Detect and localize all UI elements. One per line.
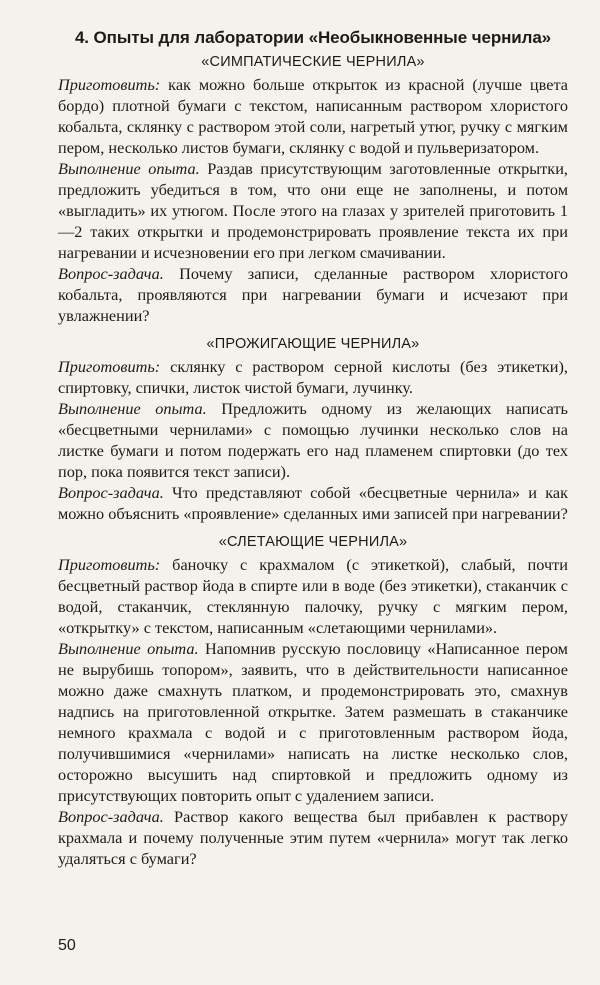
paragraph-text: Раздав присутствующим заготовленные открытки, предложить убедиться в том, что они еще не заполнены, и потом «выгладить» их утюгом. После этого на глазах у зрителей приготовить 1—2 таких открытки и продемонстрировать проявление текста их при нагревании и исчезновении его при легком смачивании. [58, 159, 568, 262]
paragraph-question [58, 263, 568, 326]
paragraph-text: как можно больше открыток из красной (лучше цвета бордо) плотной бумаги с текстом, написанным раствором хлористого кобальта, склянку с раствором этой соли, нагретый утюг, ручку с мягким пером, несколько листов бумаги, склянку с водой и пульверизатором. [58, 75, 568, 157]
paragraph-text: Напомнив русскую пословицу «Написанное пером не вырубишь топором», заявить, что в действительности написанное можно даже смахнуть платком, и продемонстрировать это, смахнув надпись на приготовленной открытке. Затем размешать в стаканчике немного крахмала с водой и с приготовленным раствором йода, получившимися «чернилами» написать на листке несколько слов, осторожно высушить над спиртовкой и предложить одному из присутствующих повторить опыт с удалением записи. [58, 639, 568, 805]
paragraph-procedure [58, 158, 568, 263]
paragraph-lead: Вопрос-задача. [58, 807, 164, 826]
paragraph-procedure [58, 638, 568, 806]
paragraph-lead: Вопрос-задача. [58, 483, 164, 502]
section-title-vanishing-ink: «СЛЕТАЮЩИЕ ЧЕРНИЛА» [218, 534, 408, 550]
paragraph-lead: Приготовить: [58, 555, 161, 574]
paragraph-text: Что представляют собой «бесцветные чернила» и как можно объяснить «проявление» сделанных ими записей при нагревании? [58, 483, 568, 523]
paragraph-prepare [58, 356, 568, 398]
paragraph-question [58, 482, 568, 524]
paragraph-text: Предложить одному из желающих написать «бесцветными чернилами» с помощью лучинки несколько слов на листке бумаги и потом подержать его над пламенем спиртовки (до тех пор, пока появится текст записи). [58, 399, 568, 481]
paragraph-text: склянку с раствором серной кислоты (без этикетки), спиртовку, спички, листок чистой бумаги, лучинку. [58, 357, 568, 397]
paragraph-question [58, 806, 568, 869]
paragraph-prepare [58, 554, 568, 638]
paragraph-lead: Вопрос-задача. [58, 264, 164, 283]
paragraph-procedure [58, 398, 568, 482]
chapter-title: 4. Опыты для лаборатории «Необыкновенные чернила» [74, 28, 552, 47]
section-title-sympathetic-ink: «СИМПАТИЧЕСКИЕ ЧЕРНИЛА» [201, 54, 425, 70]
paragraph-text: баночку с крахмалом (с этикеткой), слабый, почти бесцветный раствор йода в спирте или в воде (без этикетки), стаканчик с водой, стаканчик, стеклянную палочку, ручку с мягким пером, «открытку» с текстом, написанным «слетающими чернилами». [58, 555, 568, 637]
paragraph-lead: Приготовить: [58, 75, 161, 94]
paragraph-text: Почему записи, сделанные раствором хлористого кобальта, проявляются при нагревании бумаги и исчезают при увлажнении? [58, 264, 568, 325]
paragraph-lead: Приготовить: [58, 357, 161, 376]
paragraph-lead: Выполнение опыта. [58, 159, 200, 178]
section-title-burning-ink: «ПРОЖИГАЮЩИЕ ЧЕРНИЛА» [206, 336, 420, 352]
paragraph-prepare [58, 74, 568, 158]
page-number: 50 [58, 937, 76, 954]
paragraph-lead: Выполнение опыта. [58, 399, 207, 418]
paragraph-lead: Выполнение опыта. [58, 639, 199, 658]
paragraph-text: Раствор какого вещества был прибавлен к раствору крахмала и почему полученные этим путем «чернила» могут так легко удаляться с бумаги? [58, 807, 568, 868]
